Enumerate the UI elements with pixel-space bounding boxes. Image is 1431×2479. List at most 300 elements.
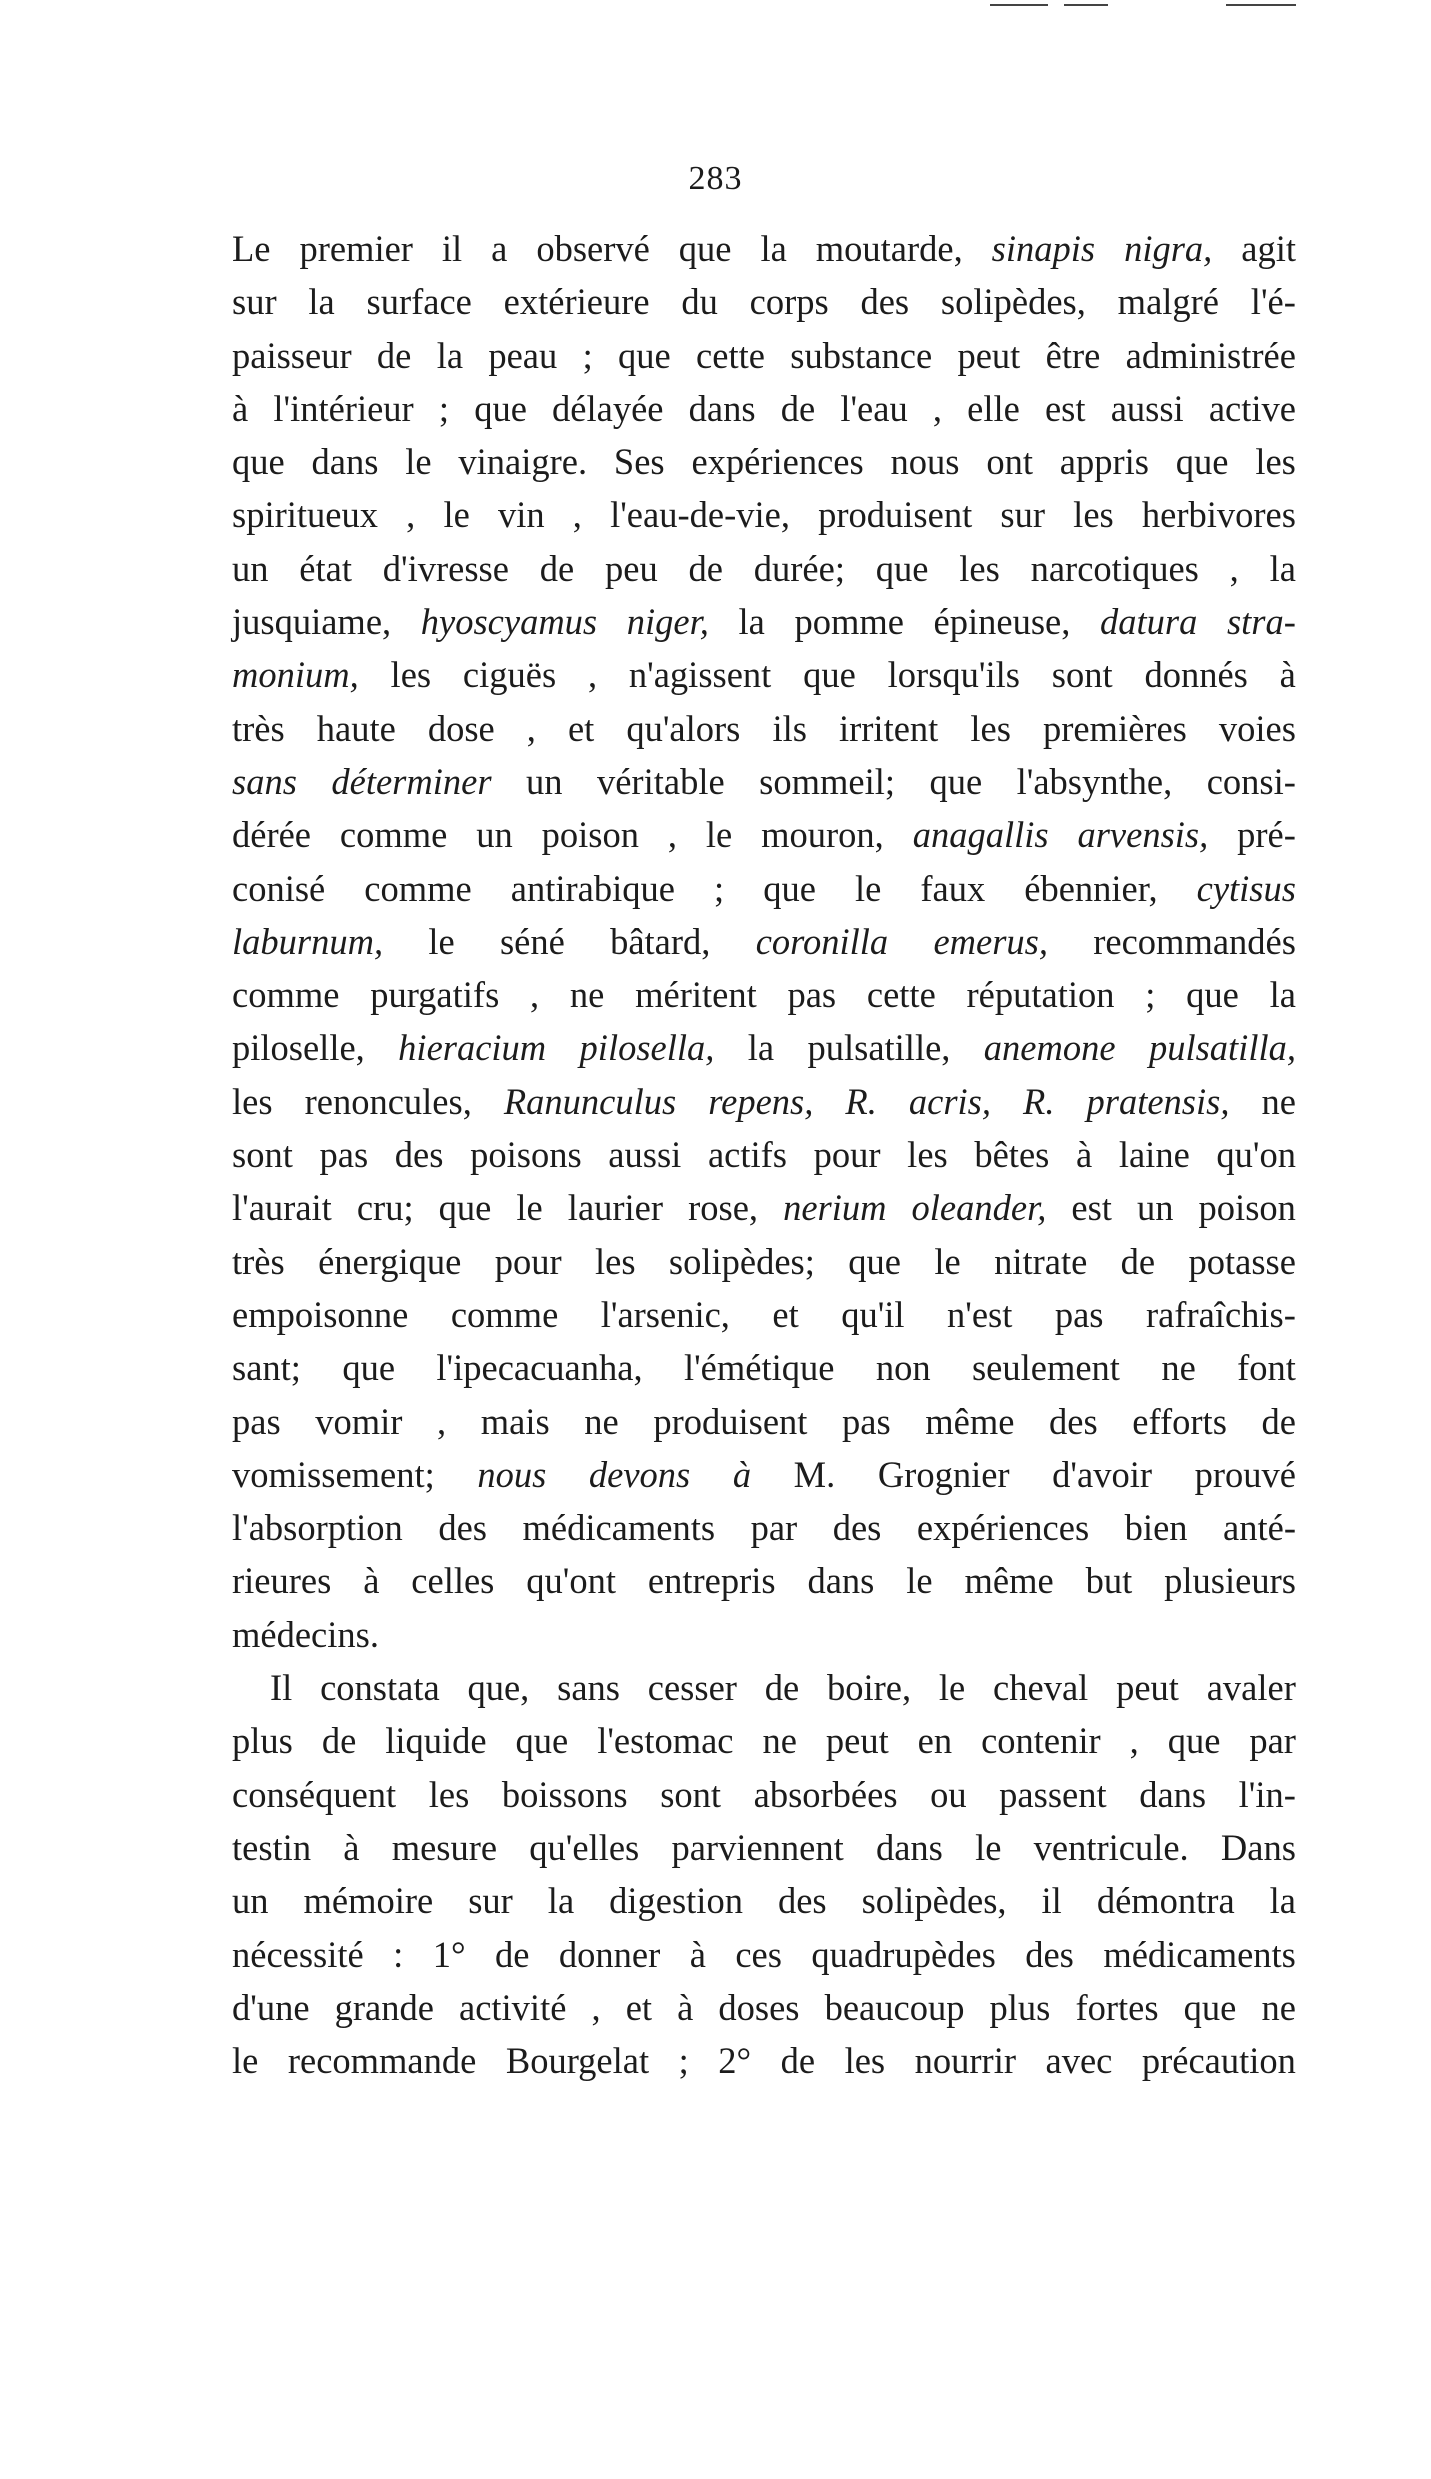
word: bâtard, xyxy=(610,920,711,962)
word: du xyxy=(681,281,718,323)
word: extérieure xyxy=(503,281,650,323)
word: le xyxy=(975,1826,1002,1868)
word: délayée xyxy=(552,387,664,429)
word: de xyxy=(1120,1240,1156,1282)
word: ventricule. xyxy=(1033,1826,1189,1868)
word: bien xyxy=(1124,1507,1188,1549)
word: sans xyxy=(557,1667,620,1709)
word: cru; xyxy=(356,1187,414,1229)
word: aussi xyxy=(1110,387,1184,429)
word: les xyxy=(844,2040,886,2082)
word: à xyxy=(1076,1134,1093,1176)
word: font xyxy=(1237,1347,1296,1389)
text-line xyxy=(232,1448,1296,1501)
word: conséquent xyxy=(232,1773,397,1815)
word: que xyxy=(763,867,816,909)
word: le xyxy=(854,867,882,909)
top-edge-rule xyxy=(1064,4,1108,6)
word: sont xyxy=(1051,654,1113,696)
word: que xyxy=(618,334,671,376)
word: poison xyxy=(1198,1187,1296,1229)
word: Grognier xyxy=(877,1453,1010,1495)
italic-word: hieracium xyxy=(398,1027,547,1069)
word: agit xyxy=(1241,228,1296,269)
text-line xyxy=(232,648,1296,701)
word: dans xyxy=(688,387,756,429)
word: de xyxy=(1261,1400,1296,1442)
word: nécessité xyxy=(232,1933,364,1975)
word: elle xyxy=(967,387,1020,429)
word: dans xyxy=(875,1826,943,1868)
word: état xyxy=(299,547,352,589)
text-line xyxy=(232,1341,1296,1394)
word: ; xyxy=(714,867,725,909)
word: et xyxy=(625,1986,653,2028)
word: 2° xyxy=(718,2040,752,2082)
word: médicaments xyxy=(522,1507,716,1549)
italic-word: stra- xyxy=(1226,601,1296,643)
word: pas xyxy=(1054,1293,1104,1335)
text-line xyxy=(232,1714,1296,1767)
word: la xyxy=(436,334,464,376)
word: que xyxy=(929,760,983,802)
word: même xyxy=(964,1560,1054,1602)
word: ces xyxy=(735,1933,782,1975)
word: ne xyxy=(1261,1080,1296,1122)
word: des xyxy=(832,1507,882,1549)
word: sur xyxy=(468,1880,513,1922)
word: par xyxy=(750,1507,798,1549)
word: des xyxy=(1025,1933,1074,1975)
word: renoncules, xyxy=(304,1080,472,1122)
word: un xyxy=(476,814,513,856)
word: constata xyxy=(320,1667,440,1709)
word: à xyxy=(363,1560,380,1602)
word: est xyxy=(1044,387,1086,429)
word: médicaments xyxy=(1103,1933,1296,1975)
word: spiritueux xyxy=(232,494,378,536)
word: pas xyxy=(787,974,837,1016)
word: épineuse, xyxy=(933,601,1071,643)
word: expériences xyxy=(916,1507,1090,1549)
word: les xyxy=(1073,494,1114,536)
word: un xyxy=(526,760,563,802)
word: il xyxy=(441,228,463,269)
text-line xyxy=(232,435,1296,488)
word: pas xyxy=(842,1400,891,1442)
word: d'ivresse xyxy=(382,547,509,589)
word: Ses xyxy=(613,441,665,483)
text-line xyxy=(232,488,1296,541)
word: voies xyxy=(1218,707,1296,749)
word: l'émétique xyxy=(683,1347,835,1389)
text-line xyxy=(232,595,1296,648)
word: dans xyxy=(807,1560,875,1602)
word: la xyxy=(760,228,787,269)
italic-word: coronilla xyxy=(755,920,889,962)
word: que, xyxy=(467,1667,530,1709)
word: que xyxy=(678,228,732,269)
word: il xyxy=(1041,1880,1062,1922)
word: , xyxy=(1229,547,1239,589)
word: herbivores xyxy=(1141,494,1296,536)
word: nitrate xyxy=(994,1240,1088,1282)
word: le xyxy=(516,1187,543,1229)
word: surface xyxy=(366,281,472,323)
word: la xyxy=(547,1880,575,1922)
word: aussi xyxy=(608,1134,682,1176)
word: la xyxy=(308,281,335,323)
word: expériences xyxy=(691,441,864,483)
word: actifs xyxy=(707,1134,787,1176)
word: boire, xyxy=(826,1667,912,1709)
word: Le xyxy=(232,228,271,269)
word: nourrir xyxy=(914,2040,1016,2082)
word: parviennent xyxy=(671,1826,844,1868)
word: cette xyxy=(866,974,936,1016)
word: Dans xyxy=(1220,1826,1296,1868)
text-line xyxy=(232,1395,1296,1448)
word: pour xyxy=(494,1240,562,1282)
word: avaler xyxy=(1206,1667,1296,1709)
word: même xyxy=(925,1400,1015,1442)
word: les xyxy=(907,1134,948,1176)
word: contenir xyxy=(981,1720,1101,1762)
word: à xyxy=(232,387,249,429)
word: cheval xyxy=(993,1667,1089,1709)
word: poison xyxy=(541,814,639,856)
word: l'eau-de-vie, xyxy=(610,494,790,536)
word: absorbées xyxy=(753,1773,898,1815)
word: narcotiques xyxy=(1030,547,1199,589)
text-line xyxy=(232,1608,1296,1661)
word: poisons xyxy=(470,1134,582,1176)
word: sont xyxy=(660,1773,722,1815)
italic-word: nigra, xyxy=(1124,228,1213,269)
word: l'intérieur xyxy=(273,387,414,429)
word: un xyxy=(232,1880,269,1922)
text-line xyxy=(232,915,1296,968)
word: Il xyxy=(270,1667,293,1709)
word: : xyxy=(393,1933,404,1975)
word: moutarde, xyxy=(815,228,963,269)
word: solipèdes, xyxy=(861,1880,1007,1922)
word: piloselle, xyxy=(232,1027,365,1069)
word: sant; xyxy=(232,1347,301,1389)
text-line xyxy=(232,755,1296,808)
word: véritable xyxy=(596,760,725,802)
word: pré- xyxy=(1237,814,1296,856)
word: les xyxy=(232,1080,273,1122)
word: la xyxy=(1269,974,1296,1016)
text-line xyxy=(232,222,1296,275)
word: de xyxy=(780,387,816,429)
word: pulsatille, xyxy=(807,1027,951,1069)
word: le xyxy=(405,441,432,483)
word: Bourgelat xyxy=(505,2040,650,2082)
word: rose, xyxy=(688,1187,759,1229)
word: donner xyxy=(558,1933,661,1975)
word: l'absynthe, xyxy=(1016,760,1173,802)
word: laurier xyxy=(567,1187,664,1229)
word: prouvé xyxy=(1194,1453,1296,1495)
word: des xyxy=(438,1507,487,1549)
word: des xyxy=(777,1880,827,1922)
word: durée; xyxy=(753,547,845,589)
text-line xyxy=(232,382,1296,435)
italic-word: déterminer xyxy=(331,760,492,802)
word: purgatifs xyxy=(370,974,500,1016)
italic-word: anagallis xyxy=(912,814,1049,856)
word: n'agissent xyxy=(628,654,772,696)
top-edge-rule xyxy=(1226,4,1296,6)
word: est xyxy=(1071,1187,1112,1229)
word: , xyxy=(530,974,540,1016)
word: n'est xyxy=(947,1293,1013,1335)
word: plusieurs xyxy=(1164,1560,1296,1602)
word: ; xyxy=(1145,974,1156,1016)
word: mémoire xyxy=(303,1880,434,1922)
word: passent xyxy=(999,1773,1107,1815)
word: digestion xyxy=(609,1880,743,1922)
word: la xyxy=(738,601,765,643)
word: très xyxy=(232,707,285,749)
word: que xyxy=(1175,441,1229,483)
word: consi- xyxy=(1206,760,1296,802)
text-line xyxy=(232,968,1296,1021)
word: le xyxy=(443,494,470,536)
word: non xyxy=(875,1347,931,1389)
word: en xyxy=(917,1720,953,1762)
word: que xyxy=(848,1240,901,1282)
word: empoisonne xyxy=(232,1293,409,1335)
word: 1° xyxy=(432,1933,466,1975)
word: recommandés xyxy=(1093,920,1296,962)
word: démontra xyxy=(1096,1880,1235,1922)
word: l'eau xyxy=(840,387,908,429)
word: médecins. xyxy=(232,1613,379,1655)
text-line xyxy=(232,1928,1296,1981)
word: mais xyxy=(480,1400,550,1442)
word: qu'on xyxy=(1216,1134,1296,1176)
word: celles xyxy=(411,1560,495,1602)
word: pour xyxy=(813,1134,881,1176)
word: séné xyxy=(499,920,565,962)
word: mesure xyxy=(391,1826,498,1868)
word: très xyxy=(232,1240,285,1282)
word: peut xyxy=(825,1720,889,1762)
word: peut xyxy=(957,334,1021,376)
word: par xyxy=(1249,1720,1296,1762)
word: produisent xyxy=(653,1400,808,1442)
text-line xyxy=(232,1661,1296,1714)
word: ont xyxy=(986,441,1033,483)
word: le xyxy=(232,2040,259,2082)
word: plus xyxy=(989,1986,1051,2028)
text-line xyxy=(232,1181,1296,1234)
word: donnés xyxy=(1144,654,1248,696)
word: énergique xyxy=(318,1240,462,1282)
text-line xyxy=(232,1288,1296,1341)
word: peu xyxy=(605,547,658,589)
word: que xyxy=(342,1347,396,1389)
text-line xyxy=(232,1128,1296,1181)
text-line xyxy=(232,1874,1296,1927)
text-line xyxy=(232,1981,1296,2034)
word: à xyxy=(343,1826,360,1868)
word: , xyxy=(406,494,416,536)
word: être xyxy=(1045,334,1101,376)
word: ils xyxy=(772,707,807,749)
word: avec xyxy=(1045,2040,1113,2082)
word: les xyxy=(970,707,1011,749)
italic-word: nous xyxy=(477,1453,547,1495)
word: comme xyxy=(232,974,340,1016)
word: que xyxy=(438,1187,492,1229)
word: , xyxy=(437,1400,447,1442)
text-line xyxy=(232,1821,1296,1874)
word: antirabique xyxy=(510,867,675,909)
text-line xyxy=(232,862,1296,915)
word: comme xyxy=(339,814,448,856)
word: réputation xyxy=(966,974,1115,1016)
word: les xyxy=(959,547,1000,589)
word: produisent xyxy=(818,494,973,536)
word: observé xyxy=(536,228,650,269)
word: , xyxy=(1129,1720,1139,1762)
word: que xyxy=(1183,1986,1237,2028)
italic-word: sans xyxy=(232,760,297,802)
word: ne xyxy=(762,1720,797,1762)
word: le xyxy=(934,1240,961,1282)
word: cette xyxy=(696,334,765,376)
italic-word: devons xyxy=(588,1453,691,1495)
text-line xyxy=(232,1501,1296,1554)
italic-word: anemone xyxy=(983,1027,1116,1069)
word: vomir xyxy=(315,1400,403,1442)
word: le xyxy=(906,1560,933,1602)
word: méritent xyxy=(635,974,757,1016)
italic-word: repens, xyxy=(708,1080,814,1122)
word: ne xyxy=(1161,1347,1196,1389)
word: dérée xyxy=(232,814,312,856)
word: vin xyxy=(497,494,545,536)
word: malgré xyxy=(1117,281,1220,323)
word: de xyxy=(376,334,412,376)
word: rafraîchis- xyxy=(1145,1293,1296,1335)
word: premières xyxy=(1042,707,1187,749)
word: les xyxy=(594,1240,636,1282)
italic-word: pilosella, xyxy=(579,1027,715,1069)
word: fortes xyxy=(1075,1986,1159,2028)
word: vinaigre. xyxy=(458,441,588,483)
text-line xyxy=(232,1768,1296,1821)
word: sommeil; xyxy=(759,760,895,802)
word: pas xyxy=(232,1400,281,1442)
text-line xyxy=(232,2034,1296,2087)
italic-word: monium, xyxy=(232,654,359,696)
word: recommande xyxy=(287,2040,477,2082)
word: M. xyxy=(793,1453,836,1495)
italic-word: datura xyxy=(1099,601,1198,643)
word: anté- xyxy=(1223,1507,1296,1549)
word: pas xyxy=(319,1134,369,1176)
word: que xyxy=(875,547,929,589)
word: que xyxy=(515,1720,569,1762)
word: d'avoir xyxy=(1052,1453,1152,1495)
word: la xyxy=(1269,1880,1296,1922)
word: ébennier, xyxy=(1024,867,1158,909)
word: corps xyxy=(749,281,829,323)
word: qu'ont xyxy=(526,1560,616,1602)
word: comme xyxy=(364,867,472,909)
text-line xyxy=(232,1021,1296,1074)
word: l'arsenic, xyxy=(600,1293,730,1335)
italic-word: sinapis xyxy=(991,228,1096,269)
italic-word: nerium xyxy=(783,1187,887,1229)
text-line xyxy=(232,542,1296,595)
word: ou xyxy=(930,1773,967,1815)
word: à xyxy=(1279,654,1296,696)
word: dans xyxy=(1139,1773,1207,1815)
word: doses xyxy=(718,1986,800,2028)
italic-word: R. xyxy=(845,1080,877,1122)
word: bêtes xyxy=(974,1134,1050,1176)
text-line xyxy=(232,1235,1296,1288)
italic-word: cytisus xyxy=(1196,867,1296,909)
word: quadrupèdes xyxy=(811,1933,996,1975)
word: de xyxy=(764,1667,800,1709)
word: les xyxy=(428,1773,470,1815)
italic-word: oleander, xyxy=(911,1187,1047,1229)
word: la xyxy=(1269,547,1296,589)
italic-word: hyoscyamus xyxy=(420,601,598,643)
text-line xyxy=(232,808,1296,861)
italic-word: pratensis, xyxy=(1086,1080,1230,1122)
word: que xyxy=(803,654,856,696)
word: un xyxy=(1137,1187,1174,1229)
word: mouron, xyxy=(761,814,884,856)
italic-word: emerus, xyxy=(933,920,1048,962)
italic-word: laburnum, xyxy=(232,920,384,962)
word: peau xyxy=(488,334,558,376)
word: plus xyxy=(232,1720,293,1762)
word: qu'elles xyxy=(529,1826,640,1868)
word: appris xyxy=(1059,441,1149,483)
word: l'ipecacuanha, xyxy=(436,1347,643,1389)
word: que xyxy=(474,387,527,429)
italic-word: Ranunculus xyxy=(503,1080,677,1122)
word: solipèdes; xyxy=(668,1240,815,1282)
word: le xyxy=(428,920,455,962)
word: dose xyxy=(427,707,495,749)
word: l'in- xyxy=(1238,1773,1296,1815)
word: comme xyxy=(450,1293,559,1335)
word: pomme xyxy=(794,601,904,643)
word: laine xyxy=(1118,1134,1190,1176)
word: ne xyxy=(1261,1986,1296,2028)
word: les xyxy=(390,654,432,696)
word: , xyxy=(572,494,582,536)
word: sont xyxy=(232,1134,293,1176)
word: grande xyxy=(334,1986,434,2028)
word: que xyxy=(1186,974,1239,1016)
word: le xyxy=(705,814,733,856)
word: ne xyxy=(584,1400,619,1442)
word: activité xyxy=(459,1986,567,2028)
text-line xyxy=(232,702,1296,755)
italic-word: arvensis, xyxy=(1077,814,1209,856)
